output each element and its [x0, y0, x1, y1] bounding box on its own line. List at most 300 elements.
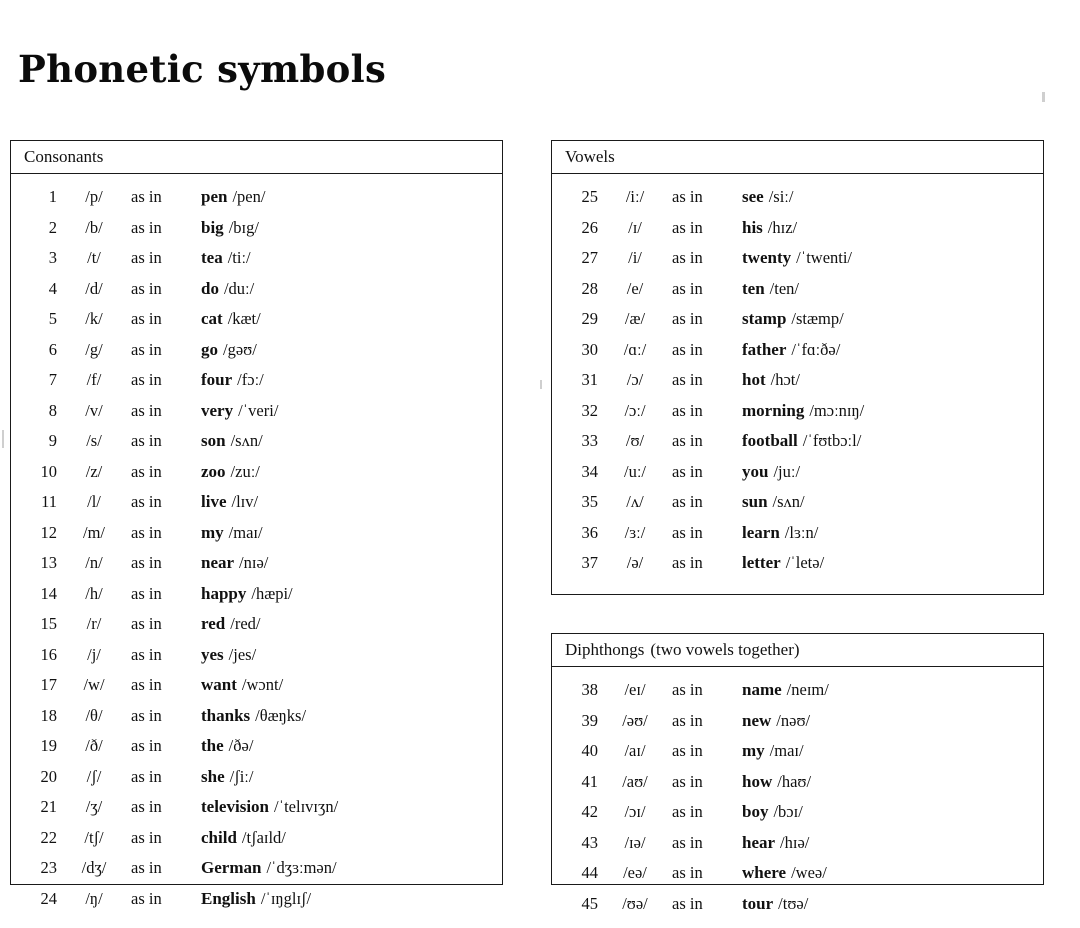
consonants-header-label: Consonants	[24, 147, 104, 166]
example-cell	[732, 335, 840, 366]
phonetic-symbol: /m/	[82, 522, 105, 542]
table-row	[11, 182, 502, 213]
phonetic-symbol: /d/	[85, 278, 103, 298]
row-number: 10	[40, 461, 57, 481]
table-row	[11, 731, 502, 762]
example-word: red	[201, 614, 226, 633]
example-word: yes	[201, 644, 224, 664]
table-row	[11, 396, 502, 427]
example-transcription: /mɔːnɪŋ/	[809, 400, 865, 420]
consonants-rows	[11, 174, 502, 923]
as-in-label: as in	[131, 309, 162, 328]
row-number: 21	[40, 797, 57, 816]
table-row	[552, 213, 1043, 244]
row-number: 30	[581, 339, 598, 359]
example-cell	[191, 213, 259, 244]
table-row	[11, 487, 502, 518]
table-row	[11, 274, 502, 305]
phonetic-symbol: /g/	[85, 339, 103, 359]
row-number: 12	[40, 522, 57, 542]
row-number: 25	[581, 187, 598, 206]
table-row	[552, 243, 1043, 274]
phonetic-symbol: /iː/	[625, 187, 645, 206]
table-row	[552, 767, 1043, 798]
as-in-label: as in	[131, 827, 162, 847]
table-row	[552, 675, 1043, 706]
example-transcription: /zuː/	[230, 461, 260, 481]
example-cell	[732, 675, 829, 706]
phonetic-symbol: /ɔ/	[626, 370, 644, 389]
phonetic-symbol: /ɔɪ/	[624, 802, 646, 821]
table-row	[552, 182, 1043, 213]
table-row	[552, 797, 1043, 828]
as-in-label: as in	[131, 461, 162, 481]
example-transcription: /ten/	[769, 278, 799, 298]
phonetic-symbol: /k/	[85, 309, 103, 328]
phonetic-symbol: /uː/	[623, 461, 646, 481]
phonetic-symbol: /eɪ/	[624, 680, 646, 699]
example-transcription: /siː/	[768, 187, 794, 206]
example-word: child	[201, 827, 237, 847]
example-transcription: /ʃiː/	[229, 766, 254, 786]
phonetic-symbol: /ɪə/	[624, 832, 646, 852]
as-in-label: as in	[131, 705, 162, 725]
table-row	[11, 884, 502, 915]
row-number: 44	[581, 863, 598, 882]
example-cell	[191, 884, 311, 915]
row-number: 17	[40, 675, 57, 694]
diphthongs-header-note: (two vowels together)	[650, 640, 800, 659]
example-word: his	[742, 217, 763, 237]
row-number: 1	[48, 187, 57, 206]
example-transcription: /tiː/	[227, 248, 251, 267]
example-transcription: /nəʊ/	[776, 710, 811, 730]
as-in-label: as in	[131, 675, 162, 694]
table-row	[552, 304, 1043, 335]
row-number: 26	[581, 217, 598, 237]
row-number: 42	[581, 802, 598, 821]
example-transcription: /pen/	[232, 187, 266, 206]
example-cell	[191, 518, 263, 549]
example-word: thanks	[201, 705, 251, 725]
row-number: 31	[581, 370, 598, 389]
as-in-label: as in	[131, 522, 162, 542]
row-number: 41	[581, 771, 598, 791]
table-row	[11, 609, 502, 640]
phonetic-symbol: /w/	[83, 675, 105, 694]
phonetic-symbol: /v/	[85, 400, 103, 420]
example-cell	[191, 670, 283, 701]
phonetic-symbol: /aɪ/	[624, 741, 646, 760]
phonetic-symbol: /əʊ/	[622, 710, 648, 730]
as-in-label: as in	[672, 832, 703, 852]
table-row	[11, 670, 502, 701]
as-in-label: as in	[672, 802, 703, 821]
table-row	[552, 365, 1043, 396]
row-number: 23	[40, 858, 57, 877]
example-cell	[732, 487, 805, 518]
example-word: near	[201, 553, 235, 572]
example-transcription: /maɪ/	[769, 741, 804, 760]
example-transcription: /ˈveri/	[238, 400, 279, 420]
example-cell	[191, 274, 254, 305]
example-word: boy	[742, 802, 769, 821]
vowels-header-label: Vowels	[565, 147, 615, 166]
page-title: Phonetic symbols	[18, 46, 387, 91]
table-row	[552, 396, 1043, 427]
example-transcription: /fɔː/	[237, 370, 264, 389]
example-transcription: /duː/	[223, 278, 255, 298]
example-cell	[191, 640, 256, 671]
example-word: cat	[201, 309, 223, 328]
example-cell	[191, 396, 278, 427]
as-in-label: as in	[131, 370, 162, 389]
phonetic-symbol: /ə/	[626, 553, 644, 572]
example-cell	[732, 548, 824, 579]
table-row	[552, 828, 1043, 859]
row-number: 43	[581, 832, 598, 852]
table-row	[552, 736, 1043, 767]
diphthongs-rows	[552, 667, 1043, 928]
phonetic-symbol: /æ/	[624, 309, 646, 328]
table-row	[552, 335, 1043, 366]
phonetic-symbol: /ŋ/	[85, 888, 103, 908]
example-transcription: /stæmp/	[791, 309, 844, 328]
table-row	[11, 457, 502, 488]
example-transcription: /hɔt/	[770, 370, 800, 389]
consonants-panel	[10, 140, 503, 908]
phonetic-symbol: /ʒ/	[85, 797, 103, 816]
as-in-label: as in	[131, 888, 162, 908]
as-in-label: as in	[131, 797, 162, 816]
table-row	[552, 274, 1043, 305]
example-word: do	[201, 278, 219, 298]
row-number: 5	[48, 309, 57, 328]
as-in-label: as in	[672, 339, 703, 359]
table-row	[552, 706, 1043, 737]
phonetic-symbol: /dʒ/	[81, 858, 107, 877]
as-in-label: as in	[131, 644, 162, 664]
row-number: 34	[581, 461, 598, 481]
phonetic-symbol: /ð/	[85, 736, 103, 755]
example-transcription: /jes/	[228, 644, 257, 664]
scan-speck	[540, 380, 542, 389]
phonetic-symbol: /ɔː/	[624, 400, 646, 420]
example-cell	[732, 182, 793, 213]
row-number: 40	[581, 741, 598, 760]
example-word: television	[201, 797, 269, 816]
as-in-label: as in	[131, 248, 162, 267]
example-cell	[191, 365, 264, 396]
phonetic-symbol: /h/	[85, 583, 103, 603]
as-in-label: as in	[131, 431, 162, 450]
phonetic-symbol: /ʊə/	[622, 893, 648, 913]
as-in-label: as in	[672, 278, 703, 298]
example-word: sun	[742, 492, 768, 511]
as-in-label: as in	[672, 461, 703, 481]
example-word: want	[201, 675, 237, 694]
example-word: son	[201, 431, 226, 450]
example-cell	[191, 548, 268, 579]
scan-speck	[1042, 92, 1045, 102]
row-number: 22	[40, 827, 57, 847]
phonetic-symbol: /n/	[85, 553, 103, 572]
example-cell	[191, 457, 260, 488]
example-transcription: /neɪm/	[786, 680, 829, 699]
example-transcription: /sʌn/	[772, 492, 805, 511]
row-number: 16	[40, 644, 57, 664]
example-transcription: /haʊ/	[777, 771, 812, 791]
row-number: 7	[48, 370, 57, 389]
example-transcription: /kæt/	[227, 309, 261, 328]
as-in-label: as in	[131, 339, 162, 359]
as-in-label: as in	[672, 680, 703, 699]
example-word: four	[201, 370, 233, 389]
row-number: 29	[581, 309, 598, 328]
table-row	[11, 762, 502, 793]
diphthongs-panel-header	[552, 634, 1043, 667]
phonetic-symbol: /ɜː/	[624, 522, 646, 542]
as-in-label: as in	[672, 431, 703, 450]
example-cell	[732, 396, 864, 427]
example-transcription: /gəʊ/	[223, 339, 257, 359]
example-cell	[732, 213, 797, 244]
as-in-label: as in	[131, 736, 162, 755]
example-word: the	[201, 736, 224, 755]
row-number: 11	[41, 492, 57, 511]
table-row	[11, 823, 502, 854]
scan-speck	[2, 430, 4, 448]
phonetic-symbol: /ʊ/	[625, 431, 645, 450]
row-number: 14	[40, 583, 57, 603]
as-in-label: as in	[131, 858, 162, 877]
example-cell	[191, 426, 263, 457]
vowels-rows	[552, 174, 1043, 588]
example-transcription: /bɪg/	[228, 217, 259, 237]
example-cell	[191, 731, 253, 762]
row-number: 36	[581, 522, 598, 542]
example-cell	[191, 609, 261, 640]
row-number: 38	[581, 680, 598, 699]
example-word: learn	[742, 522, 780, 542]
example-word: football	[742, 431, 798, 450]
example-cell	[191, 823, 286, 854]
example-word: new	[742, 710, 772, 730]
example-transcription: /lɜːn/	[784, 522, 819, 542]
as-in-label: as in	[672, 553, 703, 572]
as-in-label: as in	[672, 248, 703, 267]
row-number: 20	[40, 766, 57, 786]
phonetic-symbol: /aʊ/	[622, 771, 648, 791]
example-word: live	[201, 492, 227, 511]
table-row	[552, 548, 1043, 579]
example-transcription: /ðə/	[228, 736, 254, 755]
example-word: where	[742, 863, 787, 882]
as-in-label: as in	[131, 217, 162, 237]
example-word: how	[742, 771, 773, 791]
phonetic-symbol: /t/	[87, 248, 101, 267]
as-in-label: as in	[131, 187, 162, 206]
row-number: 8	[48, 400, 57, 420]
example-word: happy	[201, 583, 247, 603]
example-word: tour	[742, 893, 774, 913]
as-in-label: as in	[672, 217, 703, 237]
example-transcription: /θæŋks/	[255, 705, 307, 725]
example-transcription: /weə/	[791, 863, 827, 882]
phonetic-symbol: /θ/	[85, 705, 103, 725]
as-in-label: as in	[672, 893, 703, 913]
phonetic-symbol: /r/	[86, 614, 102, 633]
as-in-label: as in	[672, 187, 703, 206]
example-transcription: /ˈtelɪvɪʒn/	[274, 797, 339, 816]
example-transcription: /ˈdʒɜːmən/	[266, 858, 337, 877]
as-in-label: as in	[672, 522, 703, 542]
row-number: 19	[40, 736, 57, 755]
example-cell	[191, 762, 253, 793]
example-cell	[191, 487, 258, 518]
as-in-label: as in	[672, 863, 703, 882]
table-row	[552, 457, 1043, 488]
phonetic-symbol: /i/	[628, 248, 642, 267]
phonetic-symbol: /ɑː/	[623, 339, 647, 359]
row-number: 27	[581, 248, 598, 267]
example-word: father	[742, 339, 787, 359]
as-in-label: as in	[131, 583, 162, 603]
example-transcription: /tʃaɪld/	[241, 827, 286, 847]
as-in-label: as in	[131, 553, 162, 572]
example-cell	[732, 736, 804, 767]
example-word: letter	[742, 553, 781, 572]
example-cell	[191, 304, 261, 335]
example-word: my	[742, 741, 765, 760]
phonetic-symbol: /z/	[85, 461, 103, 481]
phonetic-symbol: /j/	[87, 644, 101, 664]
phonetic-symbol: /ʃ/	[86, 766, 102, 786]
table-row	[11, 213, 502, 244]
row-number: 18	[40, 705, 57, 725]
as-in-label: as in	[131, 400, 162, 420]
example-word: you	[742, 461, 769, 481]
row-number: 35	[581, 492, 598, 511]
table-row	[11, 701, 502, 732]
row-number: 4	[48, 278, 57, 298]
example-cell	[732, 767, 811, 798]
example-word: twenty	[742, 248, 792, 267]
as-in-label: as in	[672, 710, 703, 730]
example-transcription: /hɪz/	[767, 217, 798, 237]
example-cell	[732, 274, 799, 305]
example-transcription: /red/	[230, 614, 261, 633]
example-transcription: /wɔnt/	[241, 675, 284, 694]
as-in-label: as in	[131, 766, 162, 786]
vowels-panel	[551, 140, 1044, 595]
as-in-label: as in	[672, 309, 703, 328]
example-cell	[732, 858, 827, 889]
table-row	[11, 579, 502, 610]
example-word: ten	[742, 278, 765, 298]
example-word: hear	[742, 832, 776, 852]
example-word: stamp	[742, 309, 787, 328]
table-row	[552, 426, 1043, 457]
example-word: pen	[201, 187, 228, 206]
table-row	[11, 853, 502, 884]
example-word: go	[201, 339, 218, 359]
row-number: 33	[581, 431, 598, 450]
row-number: 37	[581, 553, 598, 572]
example-transcription: /bɔɪ/	[773, 802, 803, 821]
row-number: 24	[40, 888, 57, 908]
phonetic-symbol: /tʃ/	[84, 827, 104, 847]
example-cell	[732, 457, 800, 488]
phonetic-symbol: /s/	[86, 431, 102, 450]
example-word: she	[201, 766, 225, 786]
example-transcription: /hæpi/	[251, 583, 293, 603]
as-in-label: as in	[672, 492, 703, 511]
example-cell	[732, 243, 852, 274]
table-row	[11, 365, 502, 396]
example-cell	[732, 304, 844, 335]
table-row	[11, 243, 502, 274]
example-transcription: /ˈfʊtbɔːl/	[802, 431, 862, 450]
example-cell	[191, 701, 306, 732]
row-number: 15	[40, 614, 57, 633]
table-row	[11, 792, 502, 823]
example-cell	[732, 426, 861, 457]
example-word: my	[201, 522, 224, 542]
phonetic-symbol: /ɪ/	[628, 217, 642, 237]
example-transcription: /ˈɪŋglɪʃ/	[260, 888, 312, 908]
consonants-panel-header	[11, 141, 502, 174]
table-row	[11, 640, 502, 671]
example-cell	[191, 335, 257, 366]
row-number: 13	[40, 553, 57, 572]
as-in-label: as in	[131, 614, 162, 633]
phonetic-symbol: /p/	[85, 187, 103, 206]
example-word: English	[201, 888, 256, 908]
example-cell	[191, 853, 337, 884]
as-in-label: as in	[672, 400, 703, 420]
table-row	[11, 335, 502, 366]
table-row	[11, 518, 502, 549]
table-row	[11, 426, 502, 457]
example-cell	[732, 797, 803, 828]
row-number: 3	[48, 248, 57, 267]
table-row	[552, 889, 1043, 920]
diphthongs-panel	[551, 633, 1044, 913]
example-cell	[732, 828, 809, 859]
example-word: German	[201, 858, 262, 877]
row-number: 39	[581, 710, 598, 730]
example-transcription: /lɪv/	[231, 492, 259, 511]
phonetic-symbol: /eə/	[623, 863, 647, 882]
example-cell	[732, 518, 818, 549]
example-word: big	[201, 217, 224, 237]
example-transcription: /hɪə/	[780, 832, 810, 852]
example-transcription: /ˈfɑːðə/	[791, 339, 841, 359]
example-cell	[732, 889, 808, 920]
table-row	[11, 304, 502, 335]
example-transcription: /maɪ/	[228, 522, 263, 542]
row-number: 32	[581, 400, 598, 420]
example-transcription: /ˈtwenti/	[796, 248, 853, 267]
as-in-label: as in	[672, 741, 703, 760]
row-number: 28	[581, 278, 598, 298]
example-transcription: /tʊə/	[778, 893, 809, 913]
example-word: morning	[742, 400, 805, 420]
example-cell	[732, 706, 810, 737]
phonetic-symbol: /ʌ/	[626, 492, 644, 511]
phonetic-symbol: /f/	[86, 370, 102, 389]
